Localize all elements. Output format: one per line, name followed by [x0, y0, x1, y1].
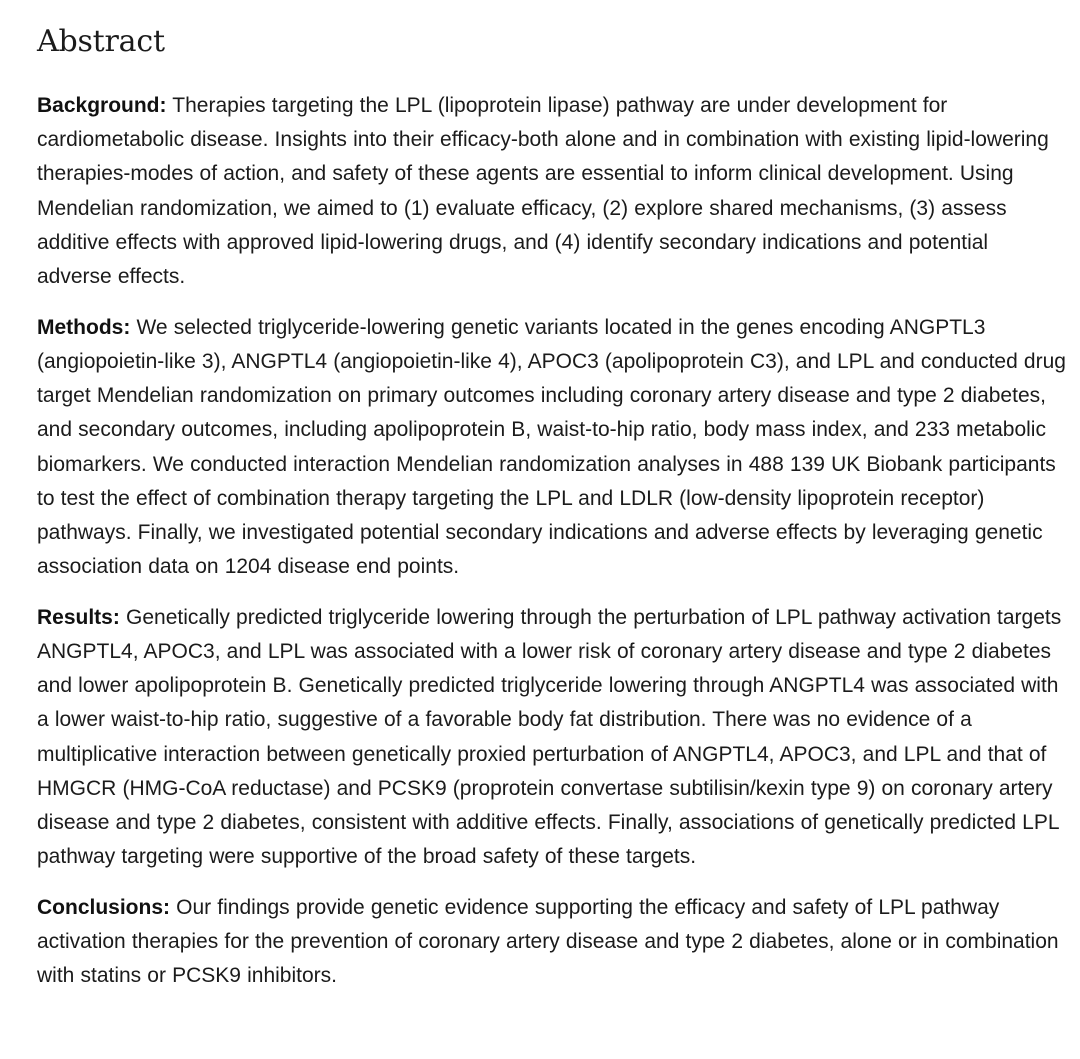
background-paragraph — [37, 89, 1067, 294]
conclusions-text: Our findings provide genetic evidence supporting the efficacy and safety of LPL pathway activation therapies for the prevention of coronary artery disease and type 2 diabetes, alone or in combination with statins or PCSK9 inhibitors. — [37, 895, 1059, 988]
results-text: Genetically predicted triglyceride lowering through the perturbation of LPL pathway activation targets ANGPTL4, APOC3, and LPL was associated with a lower risk of coronary artery disease and type 2 diabetes and lower apolipoprotein B. Genetically predicted triglyceride lowering through ANGPTL4 was associated with a lower waist-to-hip ratio, suggestive of a favorable body fat distribution. There was no evidence of a multiplicative interaction between genetically proxied perturbation of ANGPTL4, APOC3, and LPL and that of HMGCR (HMG-CoA reductase) and PCSK9 (proprotein convertase subtilisin/kexin type 9) on coronary artery disease and type 2 diabetes, consistent with additive effects. Finally, associations of genetically predicted LPL pathway targeting were supportive of the broad safety of these targets. — [37, 605, 1062, 869]
abstract-heading: Abstract — [37, 24, 165, 59]
background-text: Therapies targeting the LPL (lipoprotein lipase) pathway are under development for cardiometabolic disease. Insights into their efficacy-both alone and in combination with existing lipid-lowering therapies-modes of action, and safety of these agents are essential to inform clinical development. Using Mendelian randomization, we aimed to (1) evaluate efficacy, (2) explore shared mechanisms, (3) assess additive effects with approved lipid-lowering drugs, and (4) identify secondary indications and potential adverse effects. — [37, 94, 1049, 289]
methods-text: We selected triglyceride-lowering genetic variants located in the genes encoding ANGPTL3 (angiopoietin-like 3), ANGPTL4 (angiopoietin-like 4), APOC3 (apolipoprotein C3), and LPL and conducted drug target Mendelian randomization on primary outcomes including coronary artery disease and type 2 diabetes, and secondary outcomes, including apolipoprotein B, waist-to-hip ratio, body mass index, and 233 metabolic biomarkers. We conducted interaction Mendelian randomization analyses in 488 139 UK Biobank participants to test the effect of combination therapy targeting the LPL and LDLR (low-density lipoprotein receptor) pathways. Finally, we investigated potential secondary indications and adverse effects by leveraging genetic association data on 1204 disease end points. — [37, 315, 1066, 579]
methods-paragraph — [37, 311, 1067, 585]
background-label: Background: — [37, 94, 167, 117]
abstract-section — [37, 22, 1067, 1010]
results-paragraph — [37, 601, 1067, 875]
conclusions-paragraph — [37, 891, 1067, 994]
conclusions-label: Conclusions: — [37, 895, 171, 919]
methods-label: Methods: — [37, 315, 131, 339]
results-label: Results: — [37, 605, 120, 629]
